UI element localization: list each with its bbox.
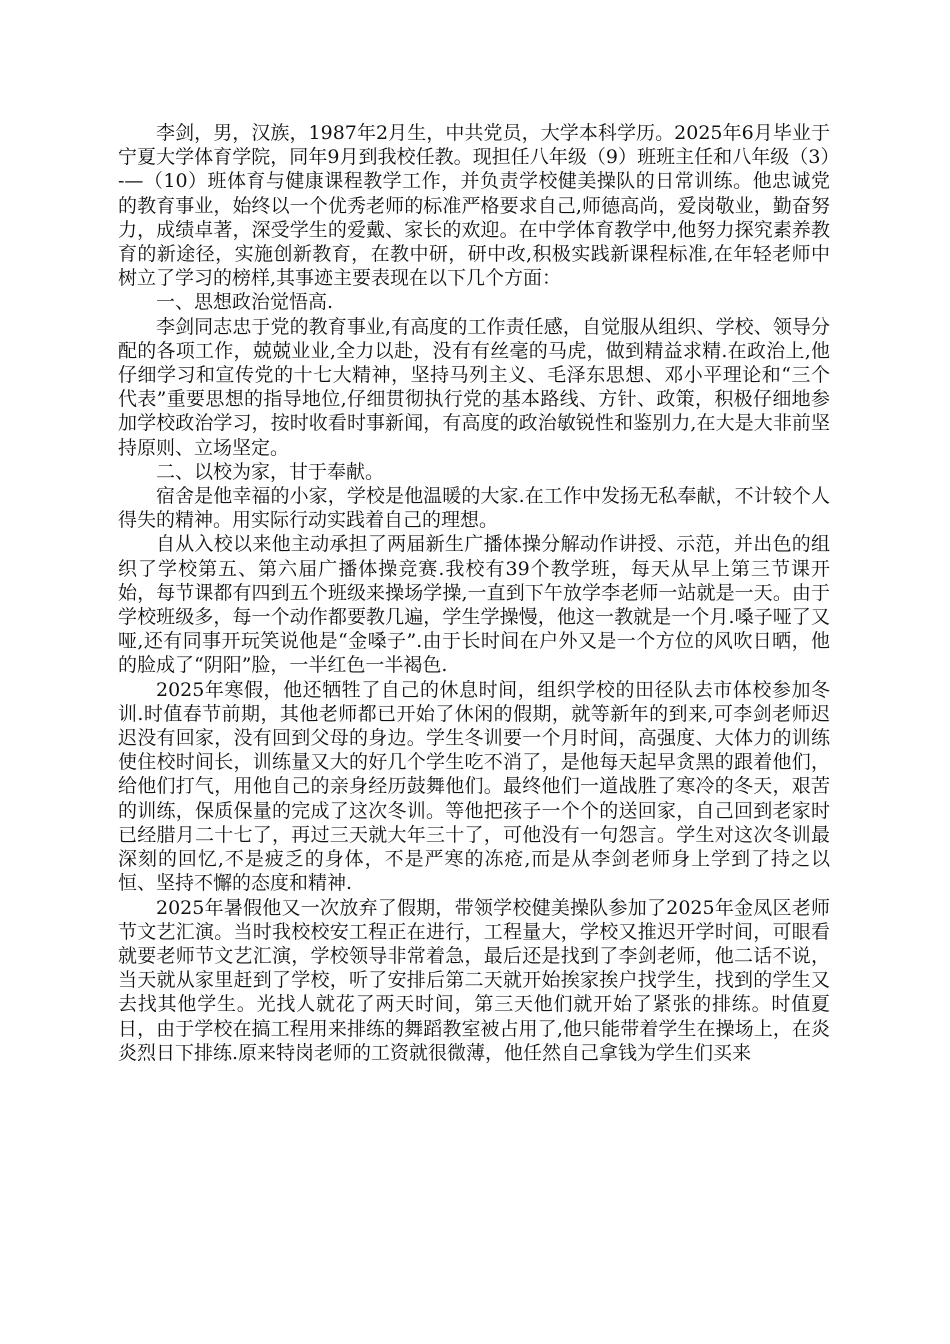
dedication-paragraph: 宿舍是他幸福的小家，学校是他温暖的大家.在工作中发扬无私奉献，不计较个人得失的精神。用实际行动实践着自己的理想。 [118,485,830,532]
winter-training-paragraph: 2025年寒假，他还牺牲了自己的休息时间，组织学校的田径队去市体校参加冬训.时值春节前期，其他老师都已开始了休闲的假期，就等新年的到来,可李剑老师迟迟没有回家，没有回到父母的身边。学生冬训要一个月时间，高强度、大体力的训练使住校时间长，训练量又大的好几个学生吃不消了，是他每天起早贪黑的跟着他们，给他们打气，用他自己的亲身经历鼓舞他们。最终他们一道战胜了寒冷的冬天，艰苦的训练，保质保量的完成了这次冬训。等他把孩子一个个的送回家，自己回到老家时已经腊月二十七了，再过三天就大年三十了，可他没有一句怨言。学生对这次冬训最深刻的回忆,不是疲乏的身体，不是严寒的冻疮,而是从李剑老师身上学到了持之以恒、坚持不懈的态度和精神. [118,678,830,895]
political-paragraph: 李剑同志忠于党的教育事业,有高度的工作责任感，自觉服从组织、学校、领导分配的各项工作，兢兢业业,全力以赴，没有有丝毫的马虎，做到精益求精.在政治上,他仔细学习和宣传党的十七大精神，坚持马列主义、毛泽东思想、邓小平理论和“三个代表”重要思想的指导地位,仔细贯彻执行党的基本路线、方针、政策，积极仔细地参加学校政治学习，按时收看时事新闻，有高度的政治敏锐性和鉴别力,在大是大非前坚持原则、立场坚定。 [118,315,830,459]
document-body [118,121,830,1065]
broadcast-gym-paragraph: 自从入校以来他主动承担了两届新生广播体操分解动作讲授、示范，并出色的组织了学校第五、第六届广播体操竞赛.我校有39个教学班，每天从早上第三节课开始，每节课都有四到五个班级来操场学操,一直到下午放学李老师一站就是一天。由于学校班级多，每一个动作都要教几遍，学生学操慢，他这一教就是一个月.嗓子哑了又哑,还有同事开玩笑说他是“金嗓子”.由于长时间在户外又是一个方位的风吹日晒，他的脸成了“阴阳”脸，一半红色一半褐色. [118,533,830,677]
section-heading-dedication: 二、以校为家，甘于奉献。 [156,460,385,483]
section-heading-political: 一、思想政治觉悟高. [156,291,334,314]
summer-performance-paragraph: 2025年暑假他又一次放弃了假期，带领学校健美操队参加了2025年金凤区老师节文艺汇演。当时我校校安工程正在进行，工程量大，学校又推迟开学时间，可眼看就要老师节文艺汇演，学校领导非常着急，最后还是找到了李剑老师，他二话不说，当天就从家里赶到了学校，听了安排后第二天就开始挨家挨户找学生，找到的学生又去找其他学生。光找人就花了两天时间，第三天他们就开始了紧张的排练。时值夏日，由于学校在搞工程用来排练的舞蹈教室被占用了,他只能带着学生在操场上，在炎炎烈日下排练.原来特岗老师的工资就很微薄，他任然自己拿钱为学生们买来 [118,896,830,1064]
intro-paragraph: 李剑，男，汉族，1987年2月生，中共党员，大学本科学历。2025年6月毕业于宁夏大学体育学院，同年9月到我校任教。现担任八年级（9）班班主任和八年级（3）-—（10）班体育与健康课程教学工作，并负责学校健美操队的日常训练。他忠诚党的教育事业，始终以一个优秀老师的标准严格要求自己,师德高尚，爱岗敬业，勤奋努力，成绩卓著，深受学生的爱戴、家长的欢迎。在中学体育教学中,他努力探究素养教育的新途径，实施创新教育，在教中研，研中改,积极实践新课程标准,在年轻老师中树立了学习的榜样,其事迹主要表现在以下几个方面： [118,122,830,290]
